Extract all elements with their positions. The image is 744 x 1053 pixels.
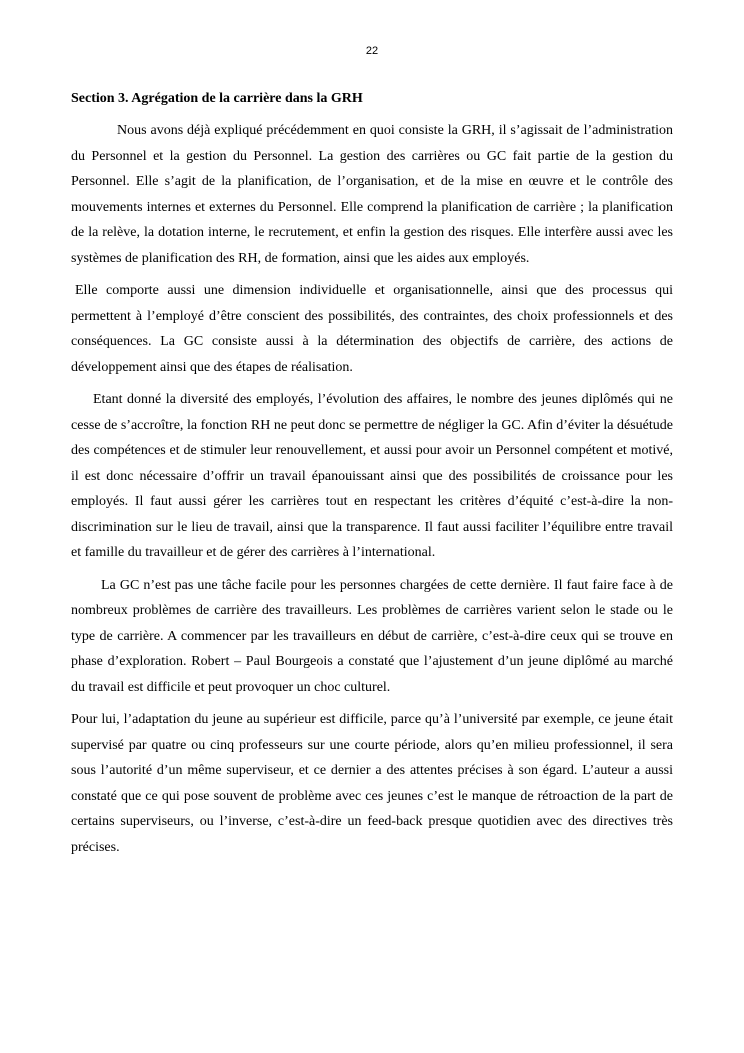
page-number: 22 bbox=[365, 45, 379, 57]
page-content bbox=[71, 88, 673, 867]
paragraph-5: Pour lui, l’adaptation du jeune au supérieur est difficile, parce qu’à l’université par exemple, ce jeune était supervisé par quatre ou cinq professeurs sur une courte période, alors qu’en milieu professionnel, il sera sous l’autorité d’un même superviseur, et ce dernier a des attentes précises à son égard. L’auteur a aussi constaté que ce qui pose souvent de problème avec ces jeunes c’est le manque de rétroaction de la part de certains superviseurs, ou l’inverse, c’est-à-dire un feed-back presque quotidien avec des directives très précises. bbox=[71, 712, 673, 855]
paragraph-1: Nous avons déjà expliqué précédemment en quoi consiste la GRH, il s’agissait de l’administration du Personnel et la gestion du Personnel. La gestion des carrières ou GC fait partie de la gestion du Personnel. Elle s’agit de la planification, de l’organisation, et de la mise en œuvre et le contrôle des mouvements internes et externes du Personnel. Elle comprend la planification de carrière ; la planification de la relève, la dotation interne, le recrutement, et enfin la gestion des risques. Elle interfère aussi avec les systèmes de planification des RH, de formation, ainsi que les aides aux employés. bbox=[71, 123, 673, 266]
paragraph-2: Elle comporte aussi une dimension individuelle et organisationnelle, ainsi que des processus qui permettent à l’employé d’être conscient des possibilités, des contraintes, des choix professionnels et des conséquences. La GC consiste aussi à la détermination des objectifs de carrière, des actions de développement ainsi que des étapes de réalisation. bbox=[71, 283, 673, 375]
section-title: Section 3. Agrégation de la carrière dans la GRH bbox=[71, 91, 363, 106]
paragraph-4: La GC n’est pas une tâche facile pour les personnes chargées de cette dernière. Il faut faire face à de nombreux problèmes de carrière des travailleurs. Les problèmes de carrières varient selon le stade ou le type de carrière. A commencer par les travailleurs en début de carrière, c’est-à-dire ceux qui se trouve en phase d’exploration. Robert – Paul Bourgeois a constaté que l’ajustement d’un jeune diplômé au marché du travail est difficile et peut provoquer un choc culturel. bbox=[71, 577, 673, 695]
paragraph-3: Etant donné la diversité des employés, l’évolution des affaires, le nombre des jeunes diplômés qui ne cesse de s’accroître, la fonction RH ne peut donc se permettre de négliger la GC. Afin d’éviter la désuétude des compétences et de stimuler leur renouvellement, et aussi pour avoir un Personnel compétent et motivé, il est donc nécessaire d’offrir un travail épanouissant ainsi que des possibilités de croissance pour les employés. Il faut aussi gérer les carrières tout en respectant les critères d’équité c’est-à-dire la non-discrimination sur le lieu de travail, ainsi que la transparence. Il faut aussi faciliter l’équilibre entre travail et famille du travailleur et de gérer des carrières à l’international. bbox=[71, 392, 673, 560]
